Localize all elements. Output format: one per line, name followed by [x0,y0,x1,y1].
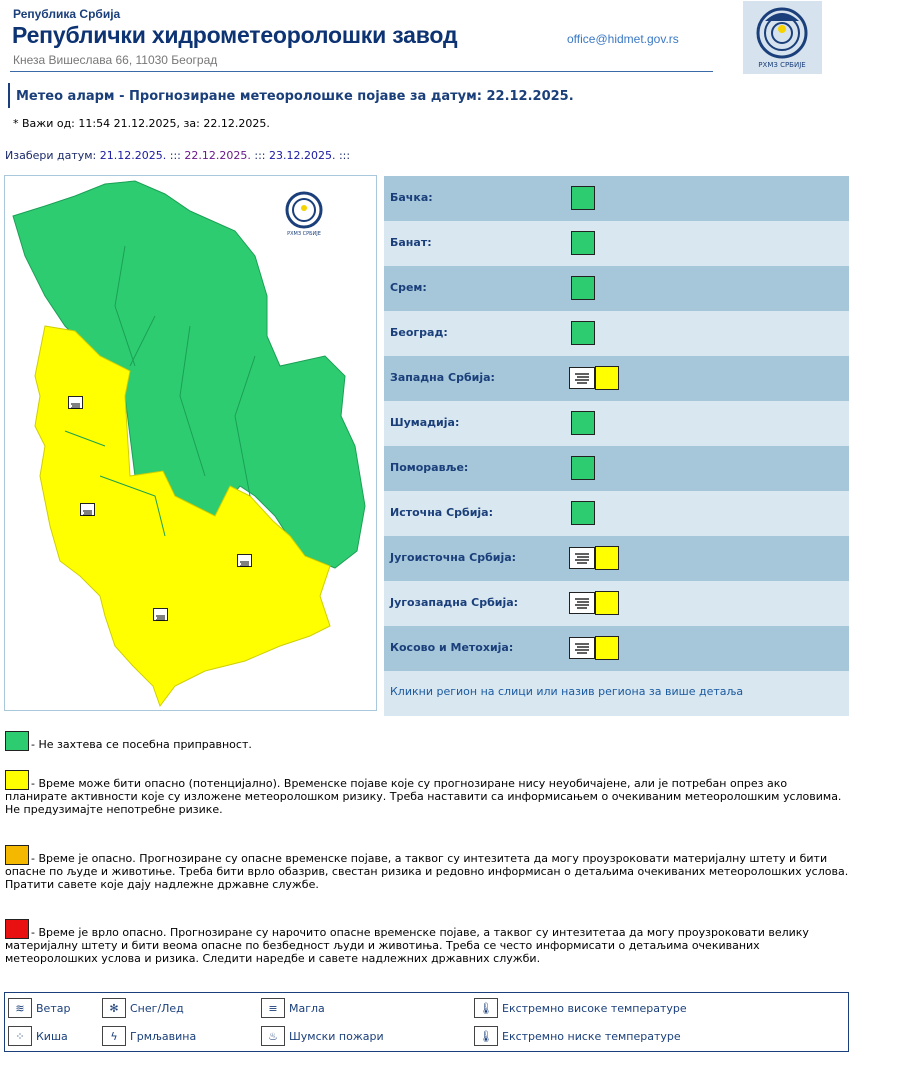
legend-red: - Време је врло опасно. Прогнозиране су нарочито опасне временске појаве, а таквог су интезитетаа да могу проузроковати велику материјалну штету и бити веома опасне по безбедност људи и животиња. Треба се често информисати о детаљима очекиваних метеоролошких услова и ризика. Следити наредбе и савете надлежних државних служби. [5,919,850,965]
lightning-icon: ϟ [102,1026,126,1046]
fog-icon [569,547,595,569]
warning-level-green [571,501,595,525]
region-row[interactable] [384,221,849,266]
region-row[interactable] [384,401,849,446]
thermometer-high-icon: 🌡 [474,998,498,1018]
region-name[interactable]: Шумадија: [390,416,460,429]
yellow-square [5,770,29,790]
svg-text:РХМЗ СРБИЈЕ: РХМЗ СРБИЈЕ [287,231,321,237]
region-row[interactable] [384,446,849,491]
page-title: Метео аларм - Прогнозиране метеоролошке појаве за датум: 22.12.2025. [16,89,574,104]
region-row[interactable] [384,311,849,356]
svg-text:РХМЗ СРБИЈЕ: РХМЗ СРБИЈЕ [758,61,806,69]
email-link[interactable]: office@hidmet.gov.rs [567,32,679,46]
thermometer-low-icon: 🌡 [474,1026,498,1046]
address: Кнеза Вишеслава 66, 11030 Београд [13,53,218,67]
republic-label: Република Србија [13,7,121,21]
legend-yellow: - Време може бити опасно (потенцијално). Временске појаве које су прогнозиране нису неуобичајене, али је потребан опрез ако планирате активности које су изложене метеоролошком ризику. Треба наставити са информисањем о очекиваним метеоролошким условима. Не предузимајте непотребне ризике. [5,770,850,816]
legend-extreme-low: 🌡 Екстремно ниске температуре [474,1026,681,1046]
region-row[interactable] [384,536,849,581]
fog-icon: ≡ [261,998,285,1018]
fog-icon [569,592,595,614]
legend-green: - Не захтева се посебна приправност. [5,731,850,751]
region-row[interactable] [384,491,849,536]
click-note: Кликни регион на слици или назив региона за више детаља [390,685,744,698]
warning-level-yellow [595,546,619,570]
legend-wind: ≋ Ветар [8,998,70,1018]
fog-icon[interactable] [237,554,252,567]
region-name[interactable]: Источна Србија: [390,506,493,519]
warning-level-yellow [595,591,619,615]
date-link-1[interactable]: 21.12.2025. [99,149,167,162]
region-table [384,176,849,716]
fog-icon [569,367,595,389]
region-name[interactable]: Бачка: [390,191,433,204]
date-selector-label: Изабери датум: [5,149,97,162]
warning-level-green [571,456,595,480]
region-row[interactable] [384,266,849,311]
institute-name[interactable]: Републички хидрометеоролошки завод [12,22,458,48]
snowflake-icon: ✻ [102,998,126,1018]
warning-level-yellow [595,636,619,660]
serbia-map[interactable] [4,175,377,711]
validity-text: * Важи од: 11:54 21.12.2025, за: 22.12.2025. [13,117,270,130]
region-name[interactable]: Банат: [390,236,432,249]
header-divider [10,71,713,72]
wind-icon: ≋ [8,998,32,1018]
fog-icon[interactable] [68,396,83,409]
icon-legend [4,992,849,1052]
warning-level-yellow [595,366,619,390]
fog-icon [569,637,595,659]
warning-level-green [571,186,595,210]
warning-level-green [571,276,595,300]
date-link-2[interactable]: 22.12.2025. [184,149,251,162]
rhmz-logo[interactable] [743,1,822,74]
click-note-row [384,671,849,716]
red-square [5,919,29,939]
date-link-3[interactable]: 23.12.2025. [268,149,336,162]
legend-thunder: ϟ Грмљавина [102,1026,196,1046]
region-row[interactable] [384,176,849,221]
warning-level-green [571,321,595,345]
legend-fog: ≡ Магла [261,998,325,1018]
region-name[interactable]: Југозападна Србија: [390,596,519,609]
warning-level-green [571,231,595,255]
region-name[interactable]: Београд: [390,326,448,339]
legend-orange: - Време је опасно. Прогнозиране су опасне временске појаве, а таквог су интезитета да могу проузроковати материјалну штету и бити опасне по људе и животиње. Треба бити врло обазрив, свестан ризика и редовно информисан о детаљима очекиваних метеоролошких услова. Пратити савете које дају надлежне државне службе. [5,845,850,891]
region-row[interactable] [384,581,849,626]
region-name[interactable]: Југоисточна Србија: [390,551,517,564]
green-square [5,731,29,751]
region-name[interactable]: Срем: [390,281,427,294]
rain-icon: ⁘ [8,1026,32,1046]
fire-icon: ♨ [261,1026,285,1046]
fog-icon[interactable] [153,608,168,621]
map-logo [279,188,329,238]
date-selector: Изабери датум: 21.12.2025. ::: 22.12.2025. ::: 23.12.2025. ::: [5,149,351,162]
legend-rain: ⁘ Киша [8,1026,68,1046]
legend-forest-fires: ♨ Шумски пожари [261,1026,384,1046]
region-row[interactable] [384,356,849,401]
site-header [0,0,900,80]
warning-level-green [571,411,595,435]
fog-icon[interactable] [80,503,95,516]
orange-square [5,845,29,865]
region-name[interactable]: Западна Србија: [390,371,495,384]
region-row[interactable] [384,626,849,671]
region-name[interactable]: Поморавље: [390,461,469,474]
legend-extreme-high: 🌡 Екстремно високе температуре [474,998,687,1018]
legend-snow: ✻ Снег/Лед [102,998,184,1018]
region-name[interactable]: Косово и Метохија: [390,641,514,654]
